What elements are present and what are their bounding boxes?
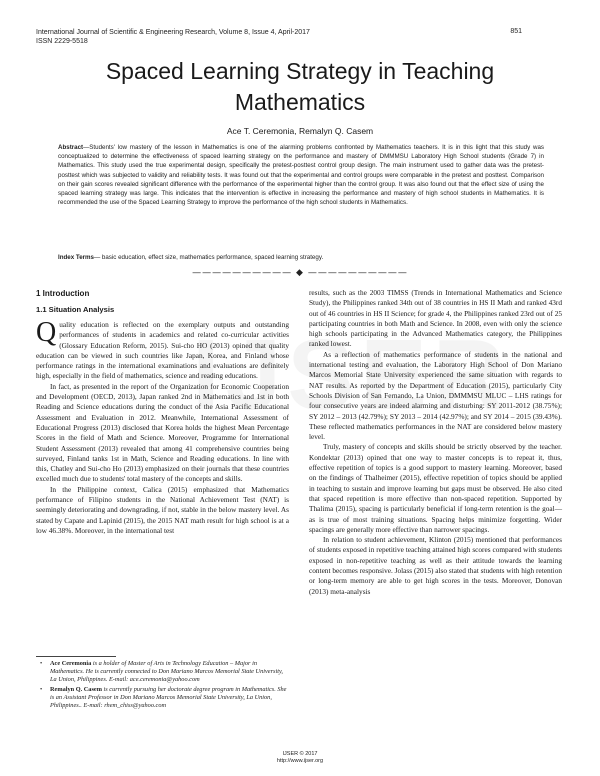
footnote-rule: [36, 656, 116, 657]
paper-title: Spaced Learning Strategy in Teaching Mathematics: [105, 58, 495, 115]
bullet-icon: •: [40, 660, 43, 667]
paragraph: In relation to student achievement, Klinton (2015) mentioned that performances of students exposed in repetitive teaching attained high scores compared with students exposed in non-repetitive teaching as well as their attitude towards the learning content becomes responsive. Jolass (2015) also stated that students with high retention or long-term memory are able to get high scores in the tests. Moreover, Donovan (2013) meta-analysis: [309, 535, 562, 596]
issn: ISSN 2229-5518: [36, 38, 88, 45]
paragraph-text: uality education is reflected on the exemplary outputs and outstanding performances of students in academics and related co-curricular activities (Glossary Education Reform, 2015). Sui-cho HO (2013) opined that quality education can be viewed in such countries like Japan, Korea, and Finland whose performance ratings in the international examinations and evaluations are definitely high, especially in the field of mathematics, science and reading educations.: [36, 320, 289, 381]
footer-copyright: IJSER © 2017: [282, 751, 318, 757]
footnote-item: [40, 660, 288, 685]
abstract-text: —Students' low mastery of the lesson in Mathematics is one of the alarming problems confronted by Mathematics teachers. It is in this light that this study was conceptualized to determine the effectiveness of spaced learning strategy on the performance and mastery of DMMMSU Laboratory High School students (Grade 7) in Mathematics. This study used the true experimental design, specifically the pretest-posttest control group design. The main instrument used to gather data was the pretest-posttest which was subjected to validity and reliability tests. It was found out that the experimental and control groups were comparable in the pretest and posttest. Comparison on their gain scores revealed significant difference with the performance of the experimental higher than the control group. It was also found out that the effect size of using the spaced learning strategy was large. This indicates that the intervention is effective in increasing the performance and mastery of high school students in Mathematics. It is recommended the use of the Spaced Learning Strategy to improve the performance of the high school students in Mathematics.: [58, 144, 544, 207]
abstract-label: Abstract: [58, 144, 84, 151]
section-heading: 1 Introduction: [36, 289, 90, 298]
footer-url[interactable]: http://www.ijser.org: [276, 758, 324, 764]
paragraph: As a reflection of mathematics performance of students in the national and international testing and evaluation, the Laboratory High School of Don Mariano Marcos Memorial State University experienced the same situation with regards to NAT results. As reported by the Department of Education (2015), particularly City Schools Division of San Fernando, La Union, DMMMSU MLUC – LHS ratings for four consecutive years are indeed alarming and disturbing: SY 2011-2012 (38.75%); SY 2012 – 2013 (42.79%); SY 2013 – 2014 (42.97%); and SY 2014 – 2015 (39.43%). These reflected mathematics performances in the NAT are considered below mastery level.: [309, 349, 562, 442]
footnote-item: [40, 686, 288, 711]
subsection-heading: 1.1 Situation Analysis: [36, 305, 115, 314]
section-separator: —————————— ◆ ——————————: [192, 268, 408, 278]
paragraph: [36, 317, 289, 382]
footnote-author: Ace Ceremonia: [50, 660, 92, 667]
page-footer: [0, 751, 600, 765]
journal-name: International Journal of Scientific & Engineering Research, Volume 8, Issue 4, April-2017: [36, 29, 310, 36]
footnote-text: is currently pursuing her doctorate degree program in Mathematics. She is an Assistant Professor in Don Mariano Marcos Memorial State University, La Union, Philippines.. E-mail: rhem_chiss@yahoo.com: [50, 685, 287, 710]
paragraph: In fact, as presented in the report of the Organization for Economic Cooperation and Development (OECD, 2013), Japan ranked 2nd in Mathematics and 1st in both Reading and Science educations during the conduct of the Asia Pacific Educational Assessment and Evaluation in 2012. Meanwhile, International Assessment of Educational Progress (2013) disclosed that Korea holds the highest Mean Percentage Scores in the field of Math and Science. Moreover, Programme for International Student Assessment (2013) revealed that among 41 comprehensive countries being surveyed, Finland tanks 1st in Math, Science and Reading educations. In line with this, Chatley and Sui-cho Ho (2013) emphasized on their journals that these countries excelled much due to students' total mastery of the concepts and skills.: [36, 381, 289, 484]
paper-authors: Ace T. Ceremonia, Remalyn Q. Casem: [226, 126, 374, 136]
left-column: [36, 288, 289, 536]
page-number: 851: [510, 28, 522, 35]
paragraph: results, such as the 2003 TIMSS (Trends in International Mathematics and Science Study), the Philippines ranked 34th out of 38 countries in HS II Math and ranked 43rd out of 46 countries in HS II Science; for grade 4, the Philippines ranked 23rd out of 25 participating countries in both Math and Science. In 2008, even with only the science high schools participating in the Advanced Mathematics category, the Philippines ranked lowest.: [309, 288, 562, 349]
author-footnotes: [40, 660, 288, 711]
footnote-author: Remalyn Q. Casem: [50, 685, 102, 693]
paragraph: In the Philippine context, Calica (2015) emphasized that Mathematics performance of Filipino students in the National Achievement Test (NAT) is seemingly deteriorating and downgrading, if not, stable in the below mastery level. As stated by Capate and Lapinid (2015), the 2015 NAT math result for high school is at a low 46.38%. Moreover, in the international test: [36, 484, 289, 535]
abstract: [58, 143, 544, 207]
index-terms: [58, 253, 544, 262]
bullet-icon: •: [40, 685, 43, 693]
drop-cap: Q: [36, 317, 57, 348]
index-terms-label: Index Terms: [58, 254, 94, 261]
index-terms-text: — basic education, effect size, mathematics performance, spaced learning strategy.: [94, 254, 324, 261]
journal-header: [36, 28, 310, 46]
paragraph: Truly, mastery of concepts and skills should be strictly observed by the teacher. Kondektar (2013) opined that one way to master concepts is to repeat it, thus, effective repetition of topics is a good support to mastery learning. Moreover, based on the findings of Thalheimer (2015), effective repetition of topics should be applied in teaching to sustain and improve learning but gaps must be observed. He also cited that spaced repetition is more effective than non-spaced repetition. Supported by Thalima (2015), spacing is particularly beneficial if long-term retention is the goal—as is true of most training situations. Spacing helps minimize forgetting. Wider spacings are generally more effective than narrower spacings.: [309, 442, 562, 534]
footnote-text: is a holder of Master of Arts in Technology Education – Major in Mathematics. He is currently connected to Don Mariano Marcos Memorial State University, La Union, Philippines. E-mail: ace.ceremonia@yahoo.com: [50, 660, 283, 684]
right-column: [309, 288, 562, 597]
